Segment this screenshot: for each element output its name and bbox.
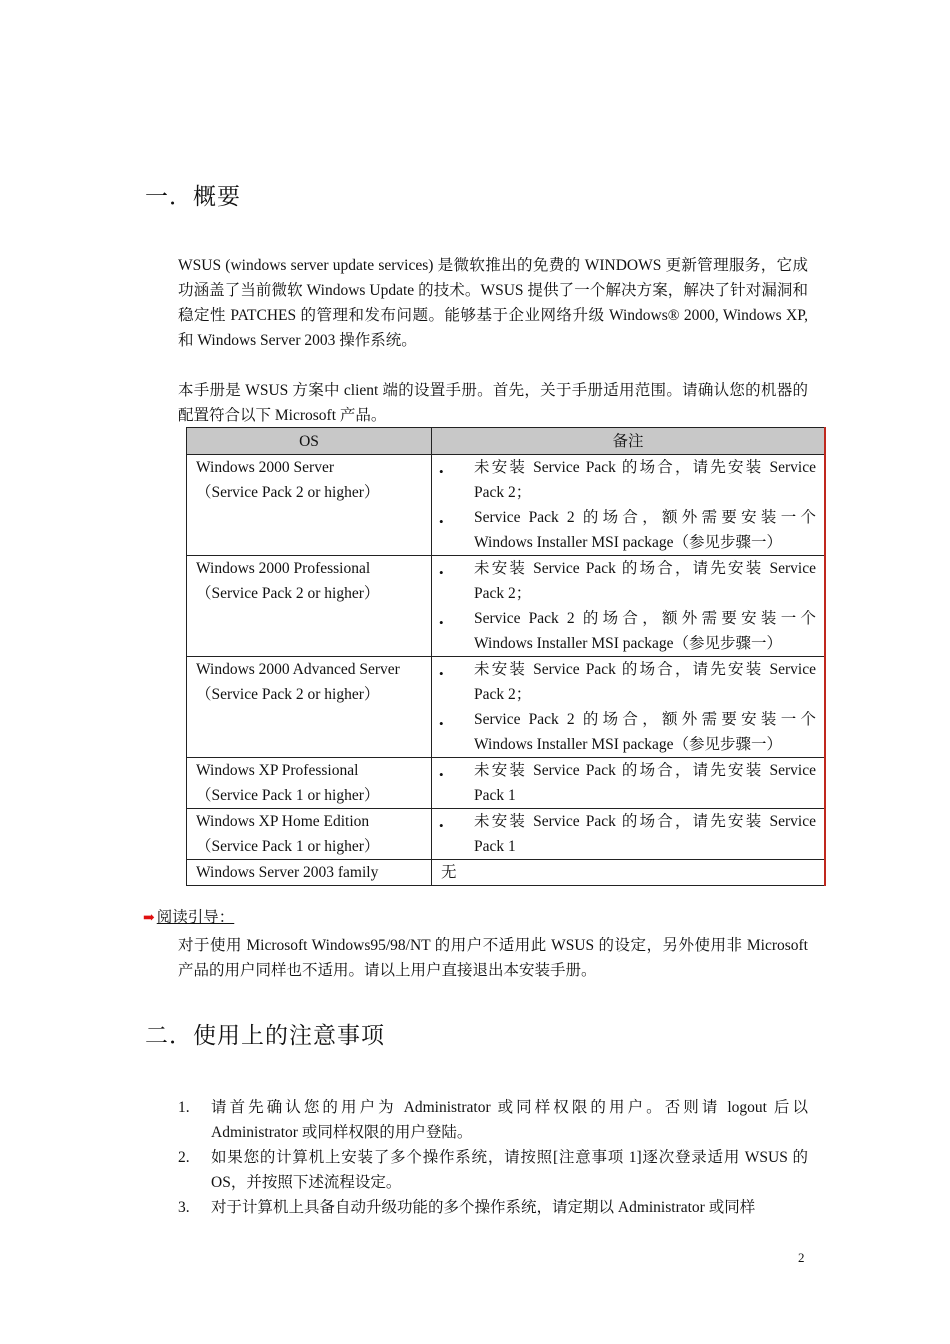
os-name: Windows 2000 Advanced Server <box>196 661 400 678</box>
os-column-header: OS <box>187 428 432 455</box>
notes-cell <box>432 556 826 657</box>
bullet-icon: • <box>439 565 444 580</box>
section-2-heading: 二．使用上的注意事项 <box>145 1023 385 1049</box>
notes-cell <box>432 657 826 758</box>
usage-notes-list <box>178 1095 808 1220</box>
os-requirement: （Service Pack 1 or higher） <box>196 838 380 855</box>
item-text: 对于计算机上具备自动升级功能的多个操作系统，请定期以 Administrator 或同样 <box>211 1199 756 1216</box>
os-cell <box>187 455 432 556</box>
table-row <box>187 758 826 809</box>
notes-list <box>432 657 816 757</box>
os-cell <box>187 809 432 860</box>
note-text: Service Pack 2 的场合，额外需要安装一个 Windows Installer MSI package（参见步骤一） <box>474 509 816 551</box>
note-text: Service Pack 2 的场合，额外需要安装一个 Windows Installer MSI package（参见步骤一） <box>474 711 816 753</box>
list-item <box>178 1195 808 1220</box>
list-item <box>432 758 816 808</box>
notes-cell <box>432 809 826 860</box>
table-row <box>187 455 826 556</box>
reading-guide-text: 对于使用 Microsoft Windows95/98/NT 的用户不适用此 WSUS 的设定，另外使用非 Microsoft 产品的用户同样也不适用。请以上用户直接退出本安装手册。 <box>178 937 808 979</box>
bullet-icon: • <box>439 464 444 479</box>
os-requirement: （Service Pack 2 or higher） <box>196 484 380 501</box>
notes-list <box>432 556 816 656</box>
notes-list <box>432 809 816 859</box>
os-name: Windows 2000 Server <box>196 459 334 476</box>
notes-list <box>432 758 816 808</box>
notes-cell: 无 <box>432 860 826 886</box>
bullet-icon: • <box>439 666 444 681</box>
list-item <box>432 606 816 656</box>
bullet-icon: • <box>439 818 444 833</box>
list-item <box>432 505 816 555</box>
manual-scope-paragraph: 本手册是 WSUS 方案中 client 端的设置手册。首先，关于手册适用范围。请确认您的机器的配置符合以下 Microsoft 产品。 <box>178 382 808 424</box>
os-cell <box>187 758 432 809</box>
item-text: 如果您的计算机上安装了多个操作系统，请按照[注意事项 1]逐次登录适用 WSUS 的 OS，并按照下述流程设定。 <box>211 1149 808 1191</box>
bullet-icon: • <box>439 514 444 529</box>
arrow-right-icon: ➡ <box>143 911 155 926</box>
note-text: 未安装 Service Pack 的场合，请先安装 Service Pack 2； <box>474 560 816 602</box>
table-row <box>187 860 826 886</box>
bullet-icon: • <box>439 716 444 731</box>
list-item <box>178 1095 808 1145</box>
list-item <box>432 809 816 859</box>
item-text: 请首先确认您的用户为 Administrator 或同样权限的用户。否则请 logout 后以 Administrator 或同样权限的用户登陆。 <box>211 1099 808 1141</box>
notes-cell <box>432 758 826 809</box>
note-text: Service Pack 2 的场合，额外需要安装一个 Windows Installer MSI package（参见步骤一） <box>474 610 816 652</box>
os-name: Windows XP Professional <box>196 762 359 779</box>
page-number: 2 <box>798 1250 805 1265</box>
note-text: 未安装 Service Pack 的场合，请先安装 Service Pack 2； <box>474 661 816 703</box>
notes-column-header: 备注 <box>432 428 826 455</box>
table-header-row <box>187 428 826 455</box>
os-name: Windows Server 2003 family <box>196 864 379 881</box>
os-requirements-table <box>186 427 826 886</box>
list-item <box>432 707 816 757</box>
os-cell <box>187 860 432 886</box>
item-number: 3. <box>178 1199 190 1216</box>
list-item <box>178 1145 808 1195</box>
os-name: Windows XP Home Edition <box>196 813 370 830</box>
table-row <box>187 809 826 860</box>
intro-paragraph: WSUS (windows server update services) 是微软推出的免费的 WINDOWS 更新管理服务，它成功涵盖了当前微软 Windows Update 的技术。WSUS 提供了一个解决方案，解决了针对漏洞和稳定性 PATCHES 的管理和发布问题。能够基于企业网络升级 Windows® 2000, Windows XP, 和 Windows Server 2003 操作系统。 <box>178 257 808 349</box>
notes-list <box>432 455 816 555</box>
list-item <box>432 556 816 606</box>
os-requirement: （Service Pack 2 or higher） <box>196 686 380 703</box>
notes-cell <box>432 455 826 556</box>
table-row <box>187 657 826 758</box>
os-requirement: （Service Pack 2 or higher） <box>196 585 380 602</box>
table-row <box>187 556 826 657</box>
reading-guide-heading <box>143 905 234 931</box>
list-item <box>432 455 816 505</box>
note-text: 未安装 Service Pack 的场合，请先安装 Service Pack 2； <box>474 459 816 501</box>
os-cell <box>187 556 432 657</box>
list-item <box>432 657 816 707</box>
bullet-icon: • <box>439 615 444 630</box>
os-name: Windows 2000 Professional <box>196 560 371 577</box>
section-1-heading: 一．概要 <box>145 184 241 210</box>
bullet-icon: • <box>439 767 444 782</box>
note-text: 未安装 Service Pack 的场合，请先安装 Service Pack 1 <box>474 762 816 804</box>
item-number: 1. <box>178 1099 190 1116</box>
item-number: 2. <box>178 1149 190 1166</box>
os-cell <box>187 657 432 758</box>
os-requirement: （Service Pack 1 or higher） <box>196 787 380 804</box>
note-text: 未安装 Service Pack 的场合，请先安装 Service Pack 1 <box>474 813 816 855</box>
reading-guide-label: 阅读引导： <box>156 909 235 926</box>
